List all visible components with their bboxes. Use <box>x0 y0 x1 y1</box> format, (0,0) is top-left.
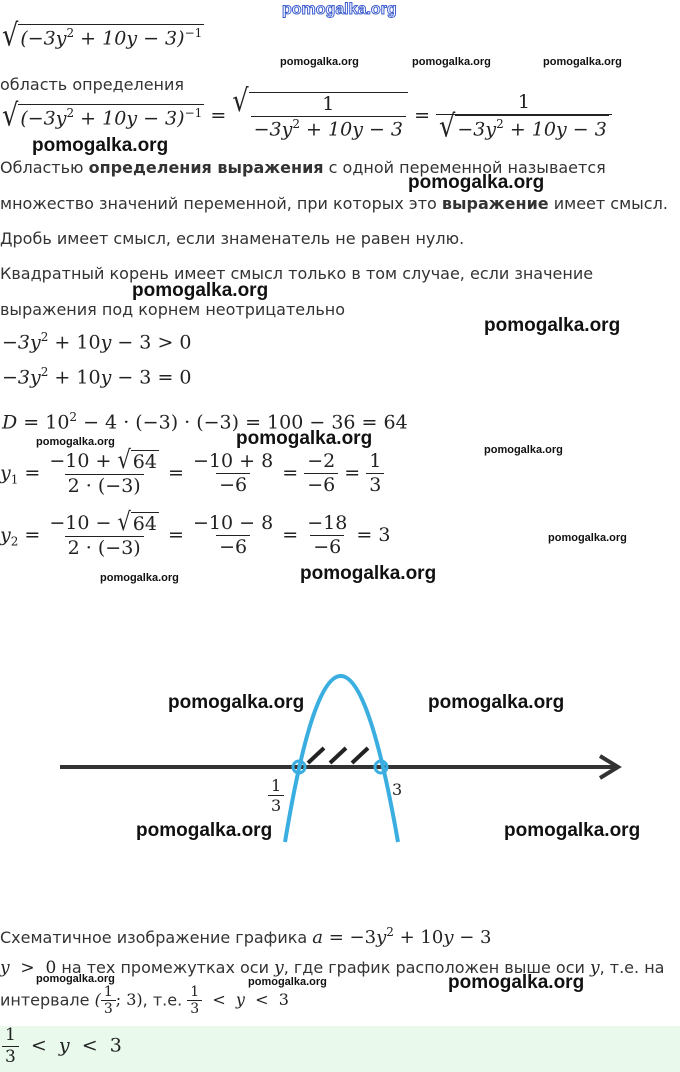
discriminant: $D = 10^2 - 4 \cdot (-3) \cdot (-3) = 100 - 36 = 64$ <box>2 410 408 434</box>
expression-sqrt: √ $(-3y^2 + 10y - 3)^{-1}$ <box>2 17 203 54</box>
watermark: pomogalka.org <box>504 820 641 841</box>
watermark: pomogalka.org <box>236 428 373 449</box>
root-rule-line-2: выражения под корнем неотрицательно <box>0 300 346 319</box>
watermark: pomogalka.org <box>168 692 305 713</box>
watermark: pomogalka.org <box>428 692 565 713</box>
root-label-right: 3 <box>392 780 403 799</box>
graph-caption: Схематичное изображение графика $a = -3y^2 + 10y - 3$ <box>0 925 492 948</box>
watermark: pomogalka.org <box>484 444 563 456</box>
watermark: pomogalka.org <box>100 572 179 584</box>
watermark: pomogalka.org <box>300 563 437 584</box>
root-rule-line-1: Квадратный корень имеет смысл только в том случае, если значение <box>0 264 594 283</box>
hatch-mark <box>330 748 346 763</box>
watermark: pomogalka.org <box>32 135 169 156</box>
watermark: pomogalka.org <box>548 532 627 544</box>
hatch-mark <box>352 748 368 763</box>
fraction-rule: Дробь имеет смысл, если знаменатель не равен нулю. <box>0 229 465 248</box>
watermark: pomogalka.org <box>543 56 622 68</box>
interval-line-1: y > 0 на тех промежутках оси y, где график расположен выше оси y, т.е. на <box>0 958 665 978</box>
watermark: pomogalka.org <box>132 280 269 301</box>
watermark: pomogalka.org <box>448 972 585 993</box>
root-label-left: $\frac{1}{3}$ <box>268 777 284 816</box>
watermark: pomogalka.org <box>408 172 545 193</box>
hatch-mark <box>308 748 324 763</box>
definition-line-2: множество значений переменной, при которых это выражение имеет смысл. <box>0 194 668 213</box>
watermark: pomogalka.org <box>36 436 115 448</box>
answer: $\frac{1}{3}$ < y < 3 <box>2 1026 122 1067</box>
watermark: pomogalka.org <box>248 976 327 988</box>
expression-transform: √ $(-3y^2 + 10y - 3)^{-1}$ = √ $\frac{1}{-3y^2 + 10y - 3}$ = 1 √ $-3y^2 + 10y - 3$ <box>2 92 612 141</box>
root-y2: $y_2$ = −10 − √ 64 2 · (−3) = $\frac{-10 - 8}{-6}$ = $\frac{-18}{-6}$ = 3 <box>0 507 391 559</box>
interval-line-2: интервале ( $\frac{1}{3}$ ; 3), т.е. $\frac{1}{3}$ < y < 3 <box>0 984 289 1018</box>
watermark: pomogalka.org <box>484 315 621 336</box>
watermark: pomogalka.org <box>136 820 273 841</box>
root-y1: $y_1$ = −10 + √ 64 2 · (−3) = $\frac{-10 + 8}{-6}$ = $\frac{-2}{-6}$ = $\frac{1}{3}$ <box>0 450 384 498</box>
site-watermark-top: pomogalka.org <box>282 1 397 18</box>
equation: $-3y^2 + 10y - 3 = 0$ <box>2 365 192 389</box>
watermark: pomogalka.org <box>412 56 491 68</box>
definition-line-1: Областью определения выражения с одной переменной называется <box>0 158 606 177</box>
inequality: $-3y^2 + 10y - 3 > 0$ <box>2 330 192 354</box>
watermark: pomogalka.org <box>280 56 359 68</box>
domain-label: область определения <box>0 75 185 94</box>
watermark: pomogalka.org <box>36 973 115 985</box>
